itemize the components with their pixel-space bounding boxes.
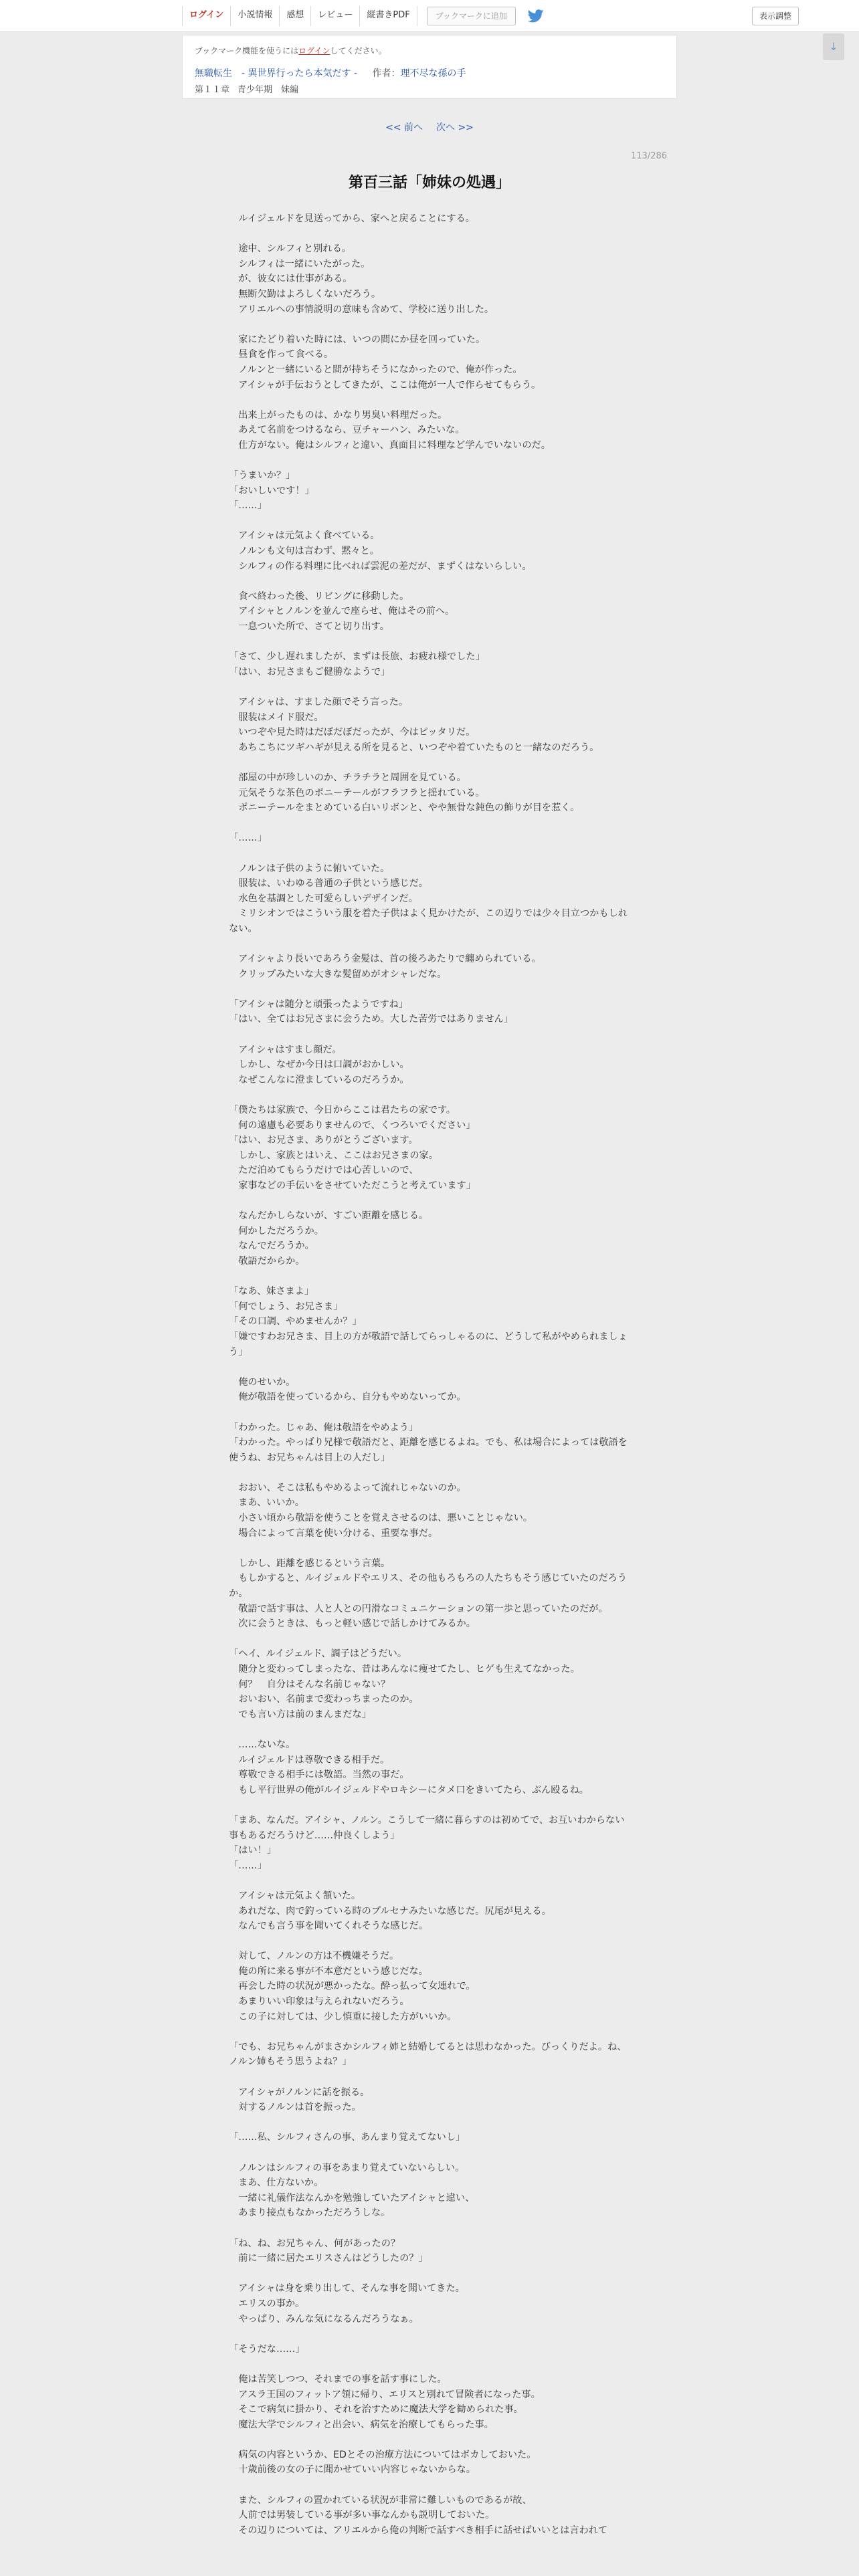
body-line: しかし、距離を感じるという言葉。 [229, 1558, 391, 1569]
body-line: 元気そうな茶色のポニーテールがフラフラと揺れている。 [229, 787, 485, 798]
body-line [229, 2070, 630, 2085]
body-line [229, 2115, 630, 2131]
body-line [229, 1027, 630, 1043]
episode-title: 第百三話「姉妹の処遇」 [348, 175, 510, 191]
body-line: 俺の所に来る事が不本意だという感じだな。 [229, 1965, 428, 1977]
body-line: もしかすると、ルイジェルドやエリス、その他もろもろの人たちもそう感じていたのだろうか。 [229, 1573, 628, 1600]
body-line: 昼食を作って食べる。 [229, 349, 334, 360]
body-line: あえて名前をつけるなら、豆チャーハン、みたいな。 [229, 425, 465, 436]
body-line [229, 2221, 630, 2236]
body-line: でも言い方は前のまんまだな」 [229, 1709, 371, 1720]
body-line [229, 2432, 630, 2448]
author-label: 作者： [372, 68, 401, 79]
body-line [229, 574, 630, 589]
body-line [229, 1087, 630, 1103]
notice-text-pre: ブックマーク機能を使うには [195, 46, 299, 56]
body-line: 「でも、お兄ちゃんがまさかシルフィ姉と結婚してるとは思わなかった。びっくりだよ。ね、ノルン姉もそう思うよね？」 [229, 2041, 627, 2068]
body-line: その辺りについては、アリエルから俺の判断で話すべき相手に話せばいいとは言われて [229, 2525, 608, 2536]
body-line: 「わかった。じゃあ、俺は敬語をやめよう」 [229, 1422, 419, 1433]
body-line: なんでも言う事を聞いてくれそうな感じだ。 [229, 1921, 428, 1932]
display-settings-button[interactable]: 表示調整 [752, 7, 799, 25]
body-line: 十歳前後の女の子に聞かせていい内容じゃないからな。 [229, 2464, 476, 2476]
body-line: あまり接点もなかっただろうしな。 [229, 2208, 391, 2219]
body-line: アリエルへの事情説明の意味も含めて、学校に送り出した。 [229, 304, 494, 315]
body-line: ノルンも文句は言わず、黙々と。 [229, 546, 379, 557]
body-line [229, 2357, 630, 2372]
body-line [229, 1465, 630, 1481]
body-line [229, 982, 630, 997]
body-line [229, 453, 630, 469]
body-line [229, 2327, 630, 2342]
body-line: しかし、家族とはいえ、ここはお兄さまの家。 [229, 1150, 438, 1161]
body-line [229, 1934, 630, 1949]
body-line: しかし、なぜか今日は口調がおかしい。 [229, 1059, 409, 1071]
body-line [229, 317, 630, 332]
body-line: 途中、シルフィと別れる。 [229, 243, 351, 255]
body-line: まあ、いいか。 [229, 1497, 304, 1509]
body-line [229, 1722, 630, 1737]
body-line: なんでだろうか。 [229, 1241, 314, 1252]
body-line: 「アイシャは随分と頑張ったようですね」 [229, 998, 409, 1010]
nav-novel-info-link[interactable]: 小説情報 [230, 6, 279, 26]
body-line: 再会した時の状況が悪かったな。酔っ払って女連れで。 [229, 1981, 476, 1992]
body-line [229, 1194, 630, 1209]
body-line: 何の遠慮も必要ありませんので、くつろいでください」 [229, 1119, 476, 1131]
login-notice [195, 45, 387, 56]
body-line: 対するノルンは首を振った。 [229, 2102, 361, 2113]
body-line: 水色を基調とした可愛らしいデザインだ。 [229, 893, 418, 904]
body-line: 「はい！」 [229, 1845, 276, 1856]
body-line: ルイジェルドは尊敬できる相手だ。 [229, 1754, 390, 1765]
body-line: なぜこんなに澄ましているのだろうか。 [229, 1074, 409, 1085]
body-line: 服装はメイド服だ。 [229, 712, 324, 723]
notice-login-link[interactable]: ログイン [298, 46, 330, 56]
body-line: 敬語だからか。 [229, 1255, 305, 1267]
scroll-down-arrow-icon[interactable]: ↓ [823, 33, 844, 60]
body-line: ノルンと一緒にいると間が持ちそうになかったので、俺が作った。 [229, 364, 522, 375]
body-line: 「僕たちは家族で、今日からここは君たちの家です。 [229, 1105, 456, 1116]
nav-review-link[interactable]: レビュー [310, 6, 359, 26]
body-line: 出来上がったものは、かなり男臭い料理だった。 [229, 409, 448, 421]
body-line: が、彼女には仕事がある。 [229, 274, 353, 285]
body-line [229, 1873, 630, 1889]
body-line: ……ないな。 [229, 1739, 296, 1750]
body-line: やっぱり、みんな気になるんだろうなぁ。 [229, 2313, 419, 2325]
arc-label: 青少年期 妹編 [237, 85, 299, 95]
body-line: 家にたどり着いた時には、いつの間にか昼を回っていた。 [229, 334, 486, 345]
body-line [229, 679, 630, 695]
body-line: アイシャとノルンを並んで座らせ、俺はその前へ。 [229, 606, 455, 617]
body-line: 小さい頃から敬語を使うことを覚えさせるのは、悪いことじゃない。 [229, 1513, 533, 1524]
body-line: シルフィは一緒にいたがった。 [229, 258, 371, 270]
body-line [229, 227, 630, 242]
body-line: 人前では男装している事が多い事なんかも説明しておいた。 [229, 2510, 495, 2521]
body-line [229, 755, 630, 770]
body-line [229, 393, 630, 408]
body-line: 「その口調、やめませんか？」 [229, 1316, 362, 1327]
body-line: 敬語で話す事は、人と人との円滑なコミュニケーションの第一歩と思っていたのだが。 [229, 1603, 608, 1614]
body-line: ルイジェルドを見送ってから、家へと戻ることにする。 [229, 213, 475, 224]
body-line: なんだかしらないが、すごい距離を感じる。 [229, 1210, 428, 1222]
nav-menu [182, 6, 544, 26]
top-nav-bar [0, 0, 859, 32]
body-line: 家事などの手伝いをさせていただこうと考えています」 [229, 1180, 476, 1191]
body-line: アイシャは元気よく頷いた。 [229, 1890, 361, 1901]
body-line: 「……」 [229, 500, 267, 512]
body-line: クリップみたいな大きな髪留めがオシャレだな。 [229, 968, 447, 980]
body-line: ノルンは子供のように俯いていた。 [229, 863, 390, 874]
notice-text-post: してください。 [330, 46, 387, 56]
body-line: 何かしただろうか。 [229, 1225, 324, 1237]
pager [0, 120, 859, 134]
body-line: 「はい、全てはお兄さまに会うため。大した苦労ではありません」 [229, 1014, 514, 1025]
nav-vertical-pdf-link[interactable]: 縦書きPDF [359, 6, 417, 26]
body-line: 「さて、少し遅れましたが、まずは長旅、お疲れ様でした」 [229, 651, 485, 663]
body-line: アイシャは元気よく食べている。 [229, 530, 380, 542]
next-episode-link[interactable]: 次へ >> [436, 122, 474, 133]
body-line: アスラ王国のフィットア領に帰り、エリスと別れて冒険者になった事。 [229, 2389, 541, 2400]
body-line [229, 514, 630, 529]
body-line: 「まあ、なんだ。アイシャ、ノルン。こうして一緒に暮らすのは初めてで、お互いわからない事もあるだろうけど……仲良くしよう」 [229, 1814, 625, 1841]
body-line: あちこちにツギハギが見える所を見ると、いつぞや着ていたものと一緒なのだろう。 [229, 742, 599, 753]
body-line: アイシャが手伝おうとしてきたが、ここは俺が一人で作らせてもらう。 [229, 379, 541, 391]
body-line: アイシャはすまし顔だ。 [229, 1044, 342, 1055]
body-line [229, 1632, 630, 1647]
body-line: 病気の内容というか、EDとその治療方法についてはボカしておいた。 [229, 2449, 537, 2460]
body-line: 食べ終わった後、リビングに移動した。 [229, 591, 409, 602]
body-line: アイシャより長いであろう金髪は、首の後ろあたりで纏められている。 [229, 954, 541, 965]
prev-episode-link[interactable]: << 前へ [385, 122, 423, 133]
body-line: 魔法大学でシルフィと出会い、病気を治療してもらった事。 [229, 2419, 494, 2430]
body-line: 「そうだな……」 [229, 2343, 305, 2355]
body-line: ただ泊めてもらうだけでは心苦しいので、 [229, 1165, 419, 1176]
body-line: もし平行世界の俺がルイジェルドやロキシーにタメ口をきいてたら、ぶん殴るね。 [229, 1784, 589, 1796]
body-line: 場合によって言葉を使い分ける、重要な事だ。 [229, 1527, 438, 1539]
body-line: まあ、仕方ないか。 [229, 2177, 324, 2189]
body-line [229, 816, 630, 831]
body-line: あれだな、肉で釣っている時のプルセナみたいな感じだ。尻尾が見える。 [229, 1905, 551, 1917]
body-line: 次に会うときは、もっと軽い感じで話しかけてみるか。 [229, 1618, 476, 1630]
novel-info-box [182, 35, 677, 99]
body-line [229, 635, 630, 650]
body-line: 尊敬できる相手には敬語。当然の事だ。 [229, 1769, 409, 1781]
body-line: アイシャがノルンに話を振る。 [229, 2086, 370, 2098]
body-line: 俺は苦笑しつつ、それまでの事を話す事にした。 [229, 2373, 447, 2385]
body-line: 「ね、ね、お兄ちゃん、何があったの？ [229, 2238, 401, 2249]
body-line [229, 2478, 630, 2493]
body-line: 何？ 自分はそんな名前じゃない？ [229, 1679, 391, 1690]
body-line: 一息ついた所で、さてと切り出す。 [229, 621, 389, 633]
series-title-link[interactable]: 無職転生 - 異世界行ったら本気だす - [195, 68, 358, 79]
body-line [229, 2266, 630, 2282]
body-line: 「はい、お兄さま、ありがとうございます。 [229, 1135, 418, 1146]
body-line: おおい、そこは私もやめるよって流れじゃないのか。 [229, 1482, 466, 1493]
chapter-line [195, 82, 298, 95]
body-line: アイシャは、すました顔でそう言った。 [229, 697, 409, 708]
body-line [229, 937, 630, 952]
body-line [229, 2145, 630, 2161]
body-line: 「ヘイ、ルイジェルド、調子はどうだい。 [229, 1648, 407, 1660]
series-line [195, 66, 466, 80]
body-line: 「おいしいです！」 [229, 485, 314, 496]
body-line: ミリシオンではこういう服を着た子供はよく見かけたが、この辺りでは少々目立つかもしれない。 [229, 908, 628, 934]
body-line [229, 846, 630, 861]
author-name-link[interactable]: 理不尽な孫の手 [400, 68, 466, 79]
nav-impressions-link[interactable]: 感想 [279, 6, 310, 26]
body-line: アイシャは身を乗り出して、そんな事を聞いてきた。 [229, 2283, 465, 2294]
body-line: 一緒に礼儀作法なんかを勉強していたアイシャと違い、 [229, 2192, 475, 2204]
body-line: エリスの事か。 [229, 2298, 305, 2309]
body-line: この子に対しては、少し慎重に接した方がいいか。 [229, 2011, 457, 2022]
body-line: 「わかった。やっぱり兄様で敬語だと、距離を感じるよね。でも、私は場合によっては敬語を使うね、お兄ちゃんは目上の人だし」 [229, 1437, 628, 1463]
body-line: 「何でしょう、お兄さま」 [229, 1301, 343, 1312]
body-line: 前に一緒に居たエリスさんはどうしたの？」 [229, 2253, 428, 2264]
body-line: 「はい、お兄さまもご健勝なようで」 [229, 666, 391, 677]
add-bookmark-button[interactable]: ブックマークに追加 [427, 7, 516, 25]
chapter-label: 第１１章 [195, 85, 230, 95]
body-line [229, 1405, 630, 1420]
body-line: 「……」 [229, 1860, 267, 1871]
body-line [229, 1360, 630, 1375]
body-line: 対して、ノルンの方は不機嫌そうだ。 [229, 1951, 399, 1962]
body-line [229, 2024, 630, 2040]
body-line: いつぞや見た時はだぼだぼだったが、今はピッタリだ。 [229, 727, 476, 738]
twitter-bird-icon[interactable] [528, 9, 544, 23]
body-line: 俺が敬語を使っているから、自分もやめないってか。 [229, 1392, 466, 1403]
body-line: 仕方がない。俺はシルフィと違い、真面目に料理など学んでいないのだ。 [229, 439, 551, 451]
nav-login-link[interactable]: ログイン [182, 6, 230, 26]
body-line: 「うまいか？」 [229, 470, 296, 481]
body-line: ノルンはシルフィの事をあまり覚えていないらしい。 [229, 2162, 465, 2173]
body-line [229, 1798, 630, 1813]
body-line: 「なあ、妹さまよ」 [229, 1286, 314, 1297]
body-line: 「……」 [229, 833, 267, 844]
body-line: 随分と変わってしまったな、昔はあんなに痩せてたし、ヒゲも生えてなかった。 [229, 1664, 580, 1675]
body-line: あまりいい印象は与えられないだろう。 [229, 1996, 409, 2008]
body-line [229, 1541, 630, 1556]
novel-body [229, 211, 630, 2538]
body-line: また、シルフィの置かれている状況が非常に難しいものであるが故、 [229, 2494, 532, 2506]
body-line: ポニーテールをまとめている白いリボンと、やや無骨な鈍色の飾りが目を惹く。 [229, 802, 580, 814]
body-line: 「……私、シルフィさんの事、あんまり覚えてないし」 [229, 2132, 466, 2143]
body-line: 「嫌ですわお兄さま、目上の方が敬語で話してらっしゃるのに、どうして私がやめられましょう」 [229, 1331, 628, 1358]
body-line: そこで病気に掛かり、それを治すために魔法大学を勧められた事。 [229, 2404, 523, 2416]
episode-count: 113/286 [630, 151, 667, 161]
body-line: 俺のせいか。 [229, 1376, 296, 1388]
body-line [229, 1269, 630, 1285]
body-line: 部屋の中が珍しいのか、チラチラと周囲を見ている。 [229, 772, 466, 783]
body-line: おいおい、名前まで変わっちまったのか。 [229, 1694, 419, 1705]
body-line: 服装は、いわゆる普通の子供という感じだ。 [229, 878, 428, 889]
body-line: 無断欠勤はよろしくないだろう。 [229, 288, 381, 300]
body-line: シルフィの作る料理に比べれば雲泥の差だが、まずくはないらしい。 [229, 560, 532, 572]
